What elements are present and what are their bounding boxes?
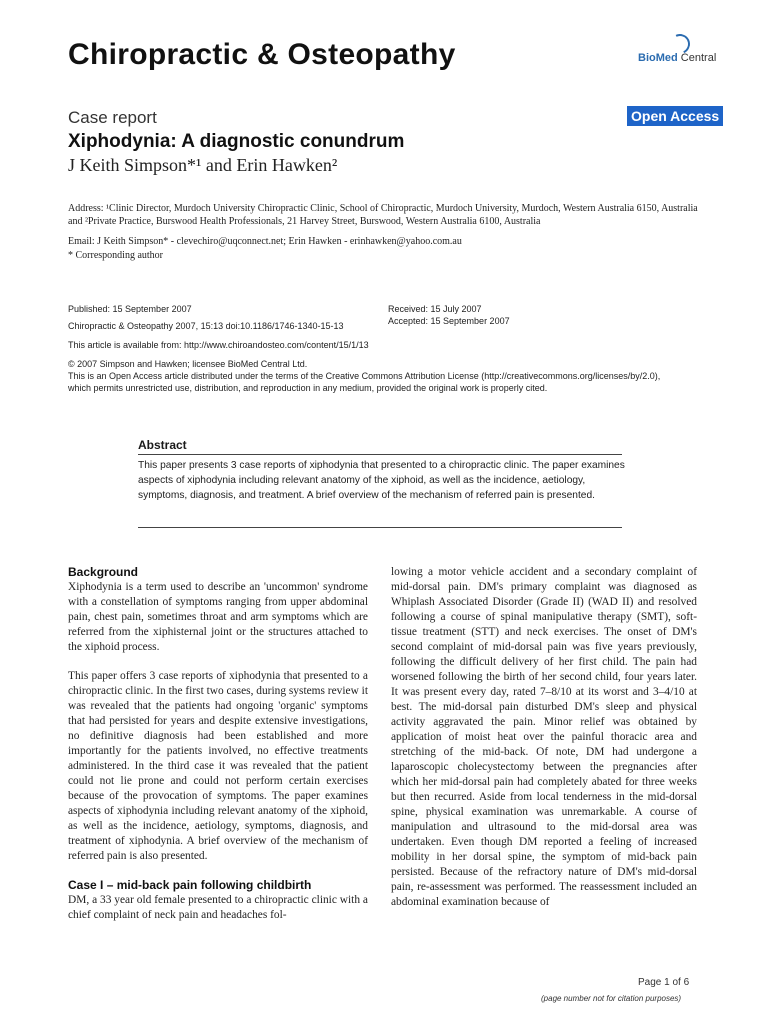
body-left-column <box>68 565 368 937</box>
abstract-bottom-rule <box>138 527 622 528</box>
received-date: Received: 15 July 2007 <box>388 304 482 314</box>
background-heading: Background <box>68 565 139 579</box>
published-date: Published: 15 September 2007 <box>68 304 192 314</box>
author-list: J Keith Simpson*¹ and Erin Hawken² <box>68 155 338 175</box>
article-title: Xiphodynia: A diagnostic conundrum <box>68 131 405 152</box>
abstract-text: This paper presents 3 case reports of xiphodynia that presented to a chiropractic clinic. The paper examines aspects of xiphodynia including relevant anatomy of the xiphoid, as well as the incidence, aetiology, symptoms, diagnosis, and treatment. A brief overview of the mechanism of referred pain is presented. <box>138 460 625 501</box>
citation: Chiropractic & Osteopathy 2007, 15:13 doi:10.1186/1746-1340-15-13 <box>68 321 344 331</box>
biomed-central-logo <box>636 34 726 70</box>
case1-heading: Case I – mid-back pain following childbirth <box>68 878 312 892</box>
corresponding-author-note: * Corresponding author <box>68 250 163 261</box>
author-email: Email: J Keith Simpson* - clevechiro@uqconnect.net; Erin Hawken - erinhawken@yahoo.com.au <box>68 236 462 247</box>
article-type: Case report <box>68 108 157 127</box>
background-paragraph-2: This paper offers 3 case reports of xiphodynia that presented to a chiropractic clinic. In the first two cases, during systems review it was revealed that the patients had ongoing 'organic' symptoms that had persisted for years and despite extensive investigations, no definitive diagnosis had been established and more importantly for the patients involved, no effective treatments administered. In the third case it was revealed that the patient could not lie prone and could not perform certain exercises because of the provocation of symptoms. The paper examines aspects of xiphodynia including relevant anatomy of the xiphoid, as well as the incidence, aetiology, symptoms, diagnosis, and treatment of xiphodynia. A brief overview of the mechanism of referred pain is also presented. <box>68 670 368 862</box>
abstract-heading: Abstract <box>138 438 187 452</box>
article-url[interactable]: This article is available from: http://www.chiroandosteo.com/content/15/1/13 <box>68 340 369 350</box>
accepted-date: Accepted: 15 September 2007 <box>388 316 510 326</box>
open-access-badge: Open Access <box>627 106 723 126</box>
case1-continued-paragraph: lowing a motor vehicle accident and a secondary complaint of mid-dorsal pain. DM's primary complaint was diagnosed as Whiplash Associated Disorder (Grade II) (WAD II) and resolved following a course of spinal manipulative therapy (SMT), soft-tissue treatment (STT) and neck exercises. The onset of DM's second complaint of mid-dorsal pain was five years previously, following the difficult delivery of her first child. The pain had worsened following the birth of her second child, four years later. It was present every day, rated 7–8/10 at its worst and 3–4/10 at best. The mid-dorsal pain disturbed DM's sleep and physical activity aggravated the pain. Minor relief was obtained by application of moist heat over the painful thoracic area and stretching of the mid-back. Of note, DM had undergone a laparoscopic cholecystectomy between the pregnancies after which her mid-dorsal pain had completely abated for three weeks but then recurred. Aside from local tenderness in the mid-dorsal spine, physical examination was unremarkable. A course of manipulation and ultrasound to the mid-dorsal area was undertaken. Even though DM reported a feeling of increased mobility in her dorsal spine, the symptom of mid-back pain persisted. Because of the refractory nature of DM's mid-dorsal pain, re-assessment was performed. The reassessment included an abdominal examination because of <box>391 566 697 908</box>
license-line-2: which permits unrestricted use, distribution, and reproduction in any medium, provided the original work is properly cited. <box>68 383 548 393</box>
case1-paragraph: DM, a 33 year old female presented to a chiropractic clinic with a chief complaint of neck pain and headaches fol- <box>68 894 368 921</box>
body-right-column <box>391 565 697 924</box>
logo-text-biomed: BioMed <box>638 52 678 64</box>
license-line-1[interactable]: This is an Open Access article distributed under the terms of the Creative Commons Attribution License (http://creativecommons.org/licenses/by/2.0), <box>68 371 661 381</box>
background-paragraph-1: Xiphodynia is a term used to describe an 'uncommon' syndrome with a constellation of symptoms ranging from upper abdominal pain, chest pain, sometimes throat and arm symptoms which are referred from the xiphisternal joint or the structures attached to the xiphoid process. <box>68 581 368 653</box>
journal-title: Chiropractic & Osteopathy <box>68 38 456 71</box>
author-address: Address: ¹Clinic Director, Murdoch University Chiropractic Clinic, School of Chiropractic, Murdoch University, Murdoch, Western Australia 6150, Australia and ²Private Practice, Burswood Health Professionals, 21 Harvey Street, Burswood, Western Australia 6100, Australia <box>68 203 698 227</box>
copyright-notice: © 2007 Simpson and Hawken; licensee BioMed Central Ltd. <box>68 359 308 369</box>
page-number-note: (page number not for citation purposes) <box>541 994 682 1003</box>
abstract-top-rule <box>138 454 622 455</box>
logo-text-central: Central <box>680 52 717 64</box>
page-number: Page 1 of 6 <box>638 977 690 988</box>
